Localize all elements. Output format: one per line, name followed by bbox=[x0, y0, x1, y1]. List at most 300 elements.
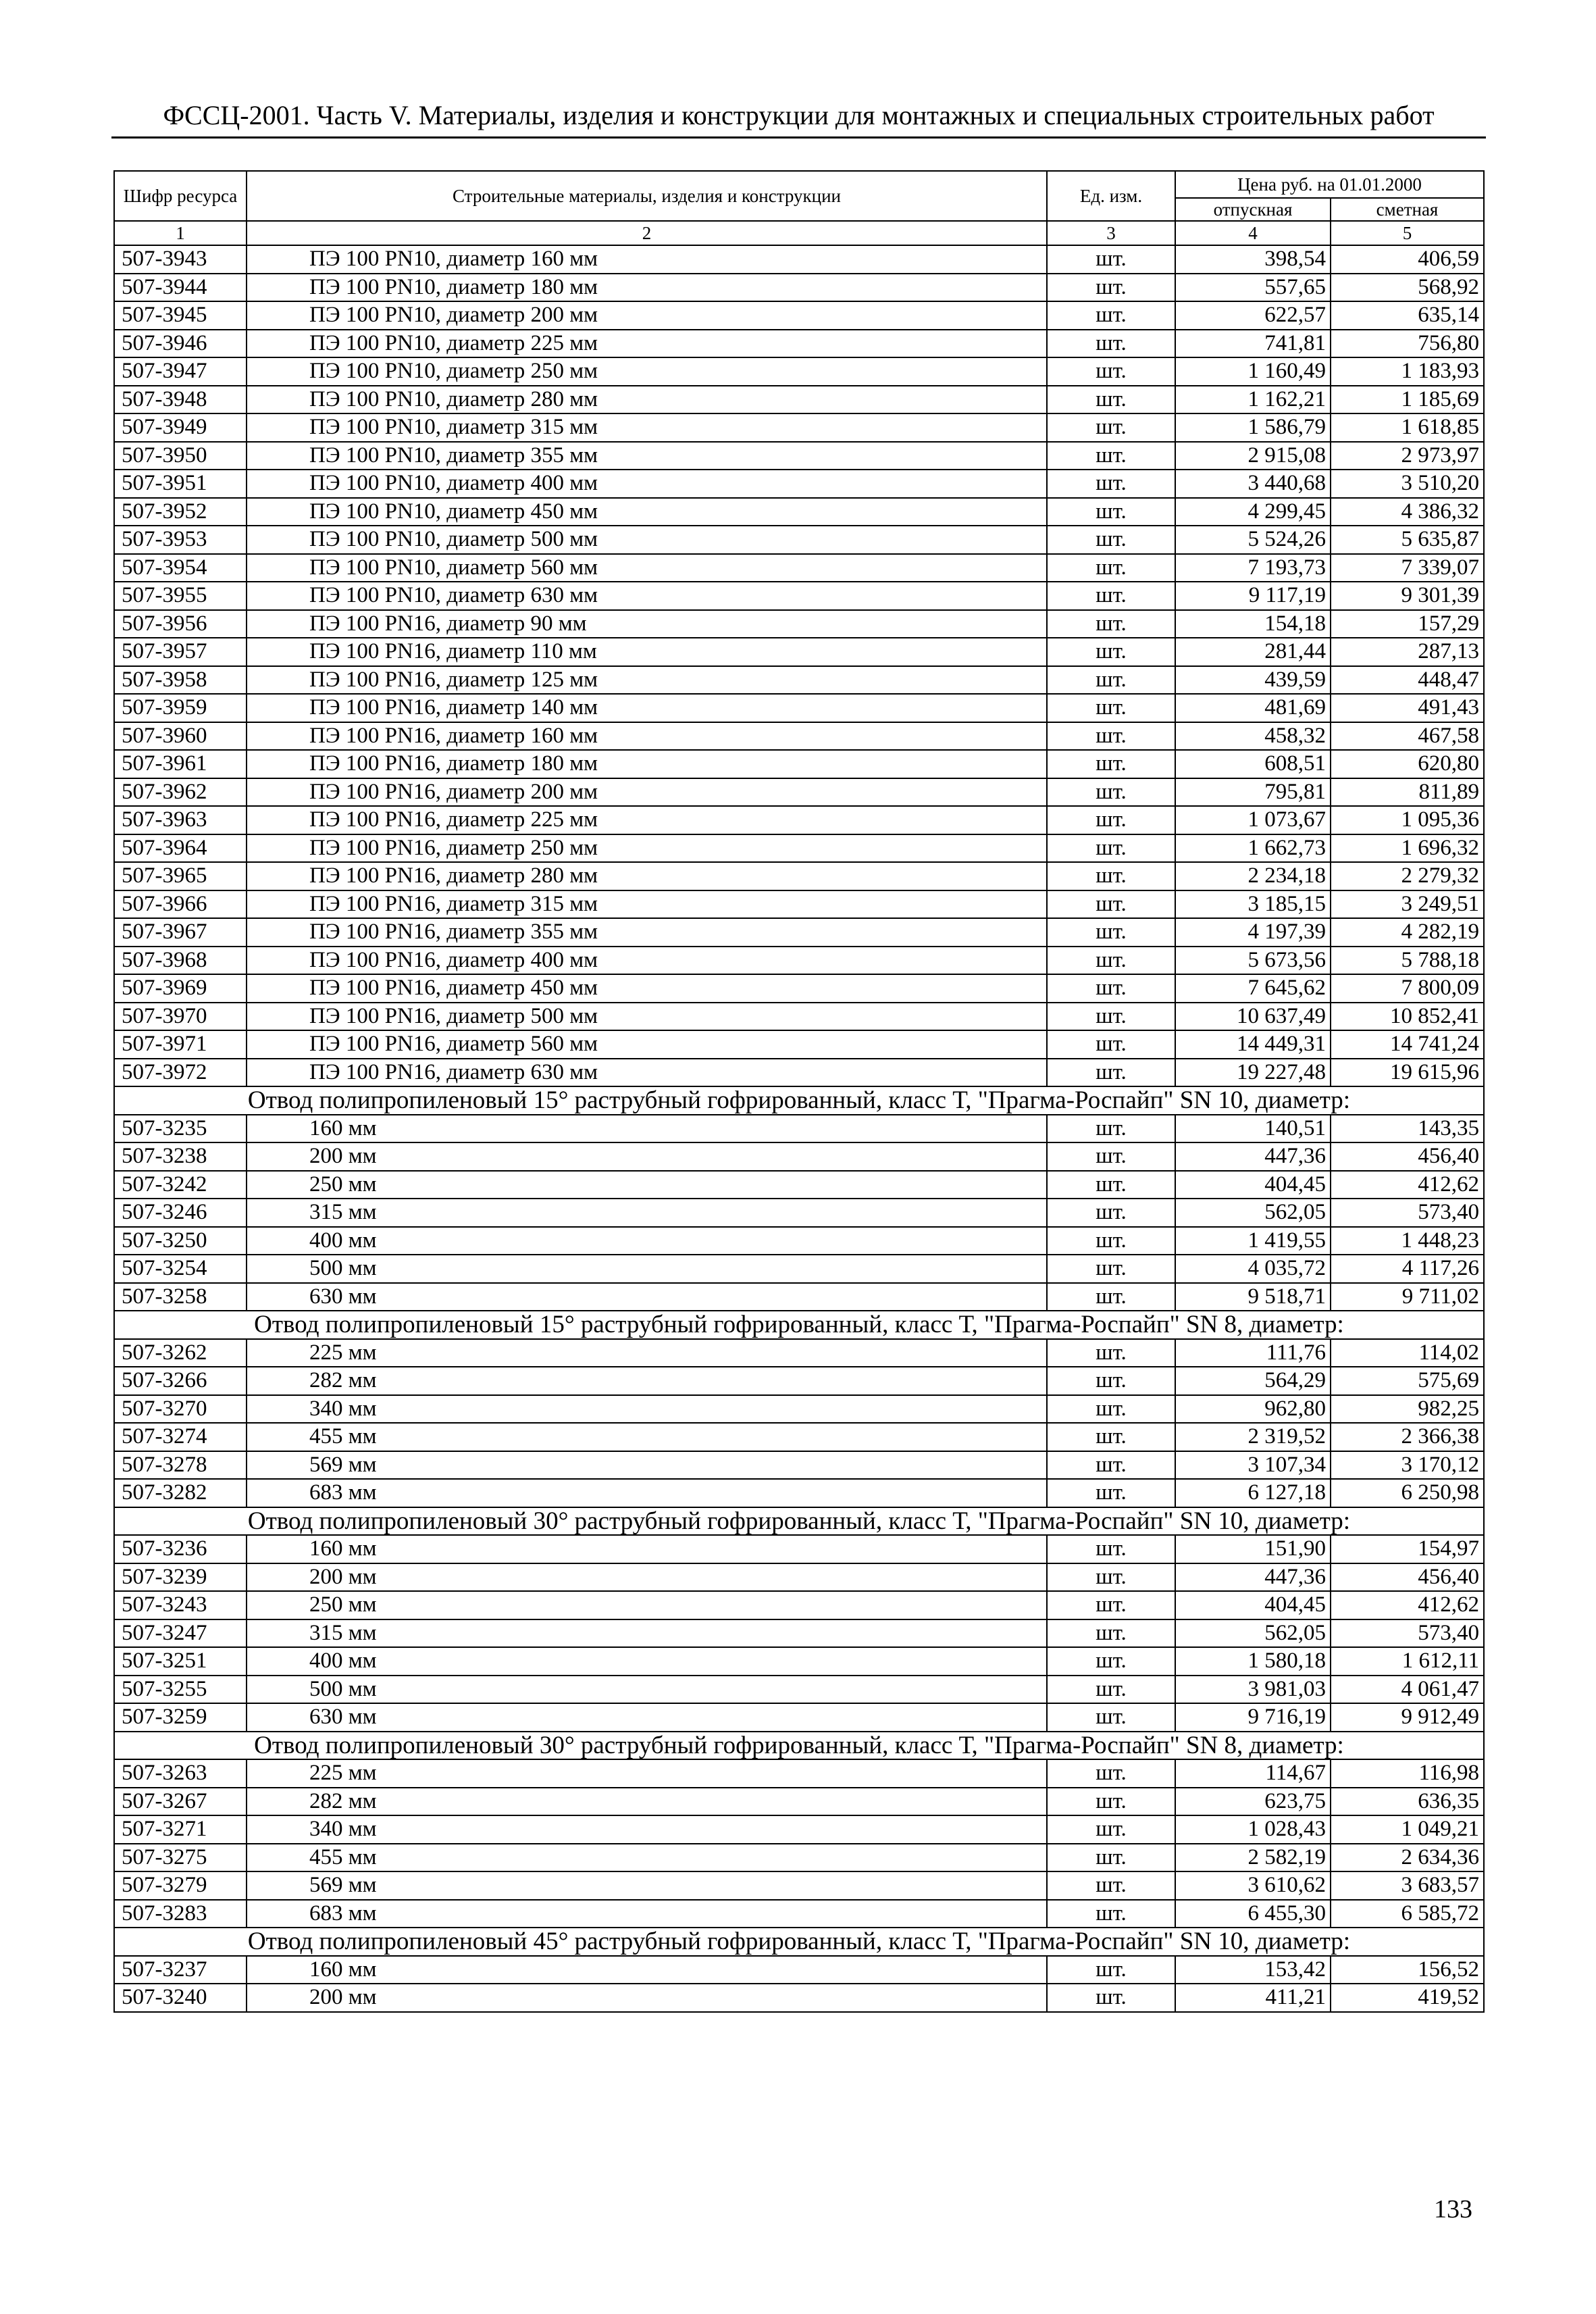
price-table-container bbox=[113, 170, 1483, 2013]
release-price-cell: 5 524,26 bbox=[1175, 526, 1331, 554]
estimate-price-cell: 573,40 bbox=[1331, 1199, 1484, 1227]
unit-cell: шт. bbox=[1047, 862, 1175, 890]
item-name-cell: ПЭ 100 PN16, диаметр 110 мм bbox=[247, 638, 1047, 666]
table-row bbox=[114, 1619, 1484, 1648]
item-name-cell: ПЭ 100 PN10, диаметр 355 мм bbox=[247, 442, 1047, 470]
resource-code-cell: 507-3259 bbox=[114, 1703, 247, 1732]
table-row bbox=[114, 806, 1484, 834]
section-header-row bbox=[114, 1928, 1484, 1956]
unit-cell: шт. bbox=[1047, 1479, 1175, 1507]
release-price-cell: 111,76 bbox=[1175, 1339, 1331, 1367]
col-name-header: Строительные материалы, изделия и конструкции bbox=[247, 171, 1047, 221]
item-name-cell: 250 мм bbox=[247, 1591, 1047, 1619]
page-number: 133 bbox=[1434, 2195, 1472, 2223]
table-row bbox=[114, 1255, 1484, 1283]
release-price-cell: 2 234,18 bbox=[1175, 862, 1331, 890]
table-row bbox=[114, 357, 1484, 386]
unit-cell: шт. bbox=[1047, 1871, 1175, 1900]
unit-cell: шт. bbox=[1047, 1115, 1175, 1143]
release-price-cell: 3 107,34 bbox=[1175, 1451, 1331, 1480]
release-price-cell: 9 518,71 bbox=[1175, 1283, 1331, 1311]
unit-cell: шт. bbox=[1047, 1283, 1175, 1311]
header-rule bbox=[111, 136, 1486, 139]
item-name-cell: 630 мм bbox=[247, 1283, 1047, 1311]
release-price-cell: 1 160,49 bbox=[1175, 357, 1331, 386]
estimate-price-cell: 3 510,20 bbox=[1331, 470, 1484, 498]
unit-cell: шт. bbox=[1047, 1227, 1175, 1255]
resource-code-cell: 507-3957 bbox=[114, 638, 247, 666]
release-price-cell: 3 440,68 bbox=[1175, 470, 1331, 498]
table-row bbox=[114, 413, 1484, 442]
release-price-cell: 962,80 bbox=[1175, 1395, 1331, 1424]
resource-code-cell: 507-3969 bbox=[114, 974, 247, 1003]
table-row bbox=[114, 1227, 1484, 1255]
table-row bbox=[114, 694, 1484, 722]
release-price-cell: 10 637,49 bbox=[1175, 1003, 1331, 1031]
item-name-cell: 683 мм bbox=[247, 1900, 1047, 1928]
unit-cell: шт. bbox=[1047, 1423, 1175, 1451]
resource-code-cell: 507-3971 bbox=[114, 1030, 247, 1059]
item-name-cell: 160 мм bbox=[247, 1115, 1047, 1143]
item-name-cell: ПЭ 100 PN10, диаметр 560 мм bbox=[247, 554, 1047, 582]
release-price-cell: 2 319,52 bbox=[1175, 1423, 1331, 1451]
resource-code-cell: 507-3960 bbox=[114, 722, 247, 751]
unit-cell: шт. bbox=[1047, 330, 1175, 358]
estimate-price-cell: 6 250,98 bbox=[1331, 1479, 1484, 1507]
release-price-cell: 447,36 bbox=[1175, 1142, 1331, 1171]
table-row bbox=[114, 442, 1484, 470]
item-name-cell: 400 мм bbox=[247, 1647, 1047, 1676]
estimate-price-cell: 116,98 bbox=[1331, 1759, 1484, 1788]
table-row bbox=[114, 1591, 1484, 1619]
unit-cell: шт. bbox=[1047, 274, 1175, 302]
unit-cell: шт. bbox=[1047, 638, 1175, 666]
table-row bbox=[114, 1059, 1484, 1087]
estimate-price-cell: 620,80 bbox=[1331, 750, 1484, 778]
release-price-cell: 1 162,21 bbox=[1175, 386, 1331, 414]
unit-cell: шт. bbox=[1047, 357, 1175, 386]
resource-code-cell: 507-3962 bbox=[114, 778, 247, 807]
table-row bbox=[114, 386, 1484, 414]
unit-cell: шт. bbox=[1047, 1984, 1175, 2012]
resource-code-cell: 507-3271 bbox=[114, 1815, 247, 1844]
estimate-price-cell: 6 585,72 bbox=[1331, 1900, 1484, 1928]
release-price-cell: 795,81 bbox=[1175, 778, 1331, 807]
item-name-cell: ПЭ 100 PN10, диаметр 280 мм bbox=[247, 386, 1047, 414]
estimate-price-cell: 9 912,49 bbox=[1331, 1703, 1484, 1732]
unit-cell: шт. bbox=[1047, 666, 1175, 695]
section-title: Отвод полипропиленовый 45° раструбный гофрированный, класс Т, "Прагма-Роспайп" SN 10, диаметр: bbox=[114, 1928, 1484, 1956]
item-name-cell: ПЭ 100 PN16, диаметр 355 мм bbox=[247, 918, 1047, 947]
item-name-cell: ПЭ 100 PN16, диаметр 140 мм bbox=[247, 694, 1047, 722]
unit-cell: шт. bbox=[1047, 974, 1175, 1003]
estimate-price-cell: 10 852,41 bbox=[1331, 1003, 1484, 1031]
table-row bbox=[114, 947, 1484, 975]
item-name-cell: ПЭ 100 PN16, диаметр 90 мм bbox=[247, 610, 1047, 638]
table-row bbox=[114, 1283, 1484, 1311]
table-row bbox=[114, 526, 1484, 554]
resource-code-cell: 507-3266 bbox=[114, 1367, 247, 1395]
table-row bbox=[114, 666, 1484, 695]
resource-code-cell: 507-3258 bbox=[114, 1283, 247, 1311]
table-body bbox=[114, 245, 1484, 2012]
unit-cell: шт. bbox=[1047, 1339, 1175, 1367]
item-name-cell: ПЭ 100 PN16, диаметр 160 мм bbox=[247, 722, 1047, 751]
table-row bbox=[114, 1984, 1484, 2012]
estimate-price-cell: 1 049,21 bbox=[1331, 1815, 1484, 1844]
estimate-price-cell: 156,52 bbox=[1331, 1956, 1484, 1984]
resource-code-cell: 507-3239 bbox=[114, 1563, 247, 1592]
item-name-cell: ПЭ 100 PN10, диаметр 160 мм bbox=[247, 245, 1047, 274]
item-name-cell: ПЭ 100 PN16, диаметр 280 мм bbox=[247, 862, 1047, 890]
resource-code-cell: 507-3944 bbox=[114, 274, 247, 302]
estimate-price-cell: 1 183,93 bbox=[1331, 357, 1484, 386]
unit-cell: шт. bbox=[1047, 890, 1175, 919]
item-name-cell: 250 мм bbox=[247, 1171, 1047, 1199]
release-price-cell: 622,57 bbox=[1175, 301, 1331, 330]
resource-code-cell: 507-3972 bbox=[114, 1059, 247, 1087]
unit-cell: шт. bbox=[1047, 245, 1175, 274]
resource-code-cell: 507-3243 bbox=[114, 1591, 247, 1619]
resource-code-cell: 507-3246 bbox=[114, 1199, 247, 1227]
estimate-price-cell: 5 635,87 bbox=[1331, 526, 1484, 554]
table-row bbox=[114, 1759, 1484, 1788]
table-row bbox=[114, 274, 1484, 302]
estimate-price-cell: 9 301,39 bbox=[1331, 582, 1484, 610]
item-name-cell: 500 мм bbox=[247, 1255, 1047, 1283]
section-header-row bbox=[114, 1732, 1484, 1760]
unit-cell: шт. bbox=[1047, 442, 1175, 470]
table-row bbox=[114, 1451, 1484, 1480]
col-index: 1 bbox=[114, 221, 247, 245]
section-header-row bbox=[114, 1311, 1484, 1339]
estimate-price-cell: 4 386,32 bbox=[1331, 498, 1484, 526]
estimate-price-cell: 1 618,85 bbox=[1331, 413, 1484, 442]
resource-code-cell: 507-3953 bbox=[114, 526, 247, 554]
release-price-cell: 481,69 bbox=[1175, 694, 1331, 722]
item-name-cell: ПЭ 100 PN10, диаметр 200 мм bbox=[247, 301, 1047, 330]
unit-cell: шт. bbox=[1047, 470, 1175, 498]
release-price-cell: 3 610,62 bbox=[1175, 1871, 1331, 1900]
resource-code-cell: 507-3247 bbox=[114, 1619, 247, 1648]
estimate-price-cell: 573,40 bbox=[1331, 1619, 1484, 1648]
unit-cell: шт. bbox=[1047, 806, 1175, 834]
estimate-price-cell: 1 612,11 bbox=[1331, 1647, 1484, 1676]
estimate-price-cell: 575,69 bbox=[1331, 1367, 1484, 1395]
resource-code-cell: 507-3968 bbox=[114, 947, 247, 975]
item-name-cell: 455 мм bbox=[247, 1423, 1047, 1451]
release-price-cell: 411,21 bbox=[1175, 1984, 1331, 2012]
unit-cell: шт. bbox=[1047, 301, 1175, 330]
release-price-cell: 154,18 bbox=[1175, 610, 1331, 638]
estimate-price-cell: 456,40 bbox=[1331, 1142, 1484, 1171]
item-name-cell: 340 мм bbox=[247, 1395, 1047, 1424]
resource-code-cell: 507-3263 bbox=[114, 1759, 247, 1788]
estimate-price-cell: 636,35 bbox=[1331, 1788, 1484, 1816]
table-row bbox=[114, 1900, 1484, 1928]
resource-code-cell: 507-3954 bbox=[114, 554, 247, 582]
unit-cell: шт. bbox=[1047, 582, 1175, 610]
estimate-price-cell: 114,02 bbox=[1331, 1339, 1484, 1367]
resource-code-cell: 507-3948 bbox=[114, 386, 247, 414]
item-name-cell: 225 мм bbox=[247, 1339, 1047, 1367]
item-name-cell: 630 мм bbox=[247, 1703, 1047, 1732]
item-name-cell: 282 мм bbox=[247, 1367, 1047, 1395]
unit-cell: шт. bbox=[1047, 1900, 1175, 1928]
table-row bbox=[114, 1788, 1484, 1816]
estimate-price-cell: 406,59 bbox=[1331, 245, 1484, 274]
section-header-row bbox=[114, 1507, 1484, 1536]
estimate-price-cell: 635,14 bbox=[1331, 301, 1484, 330]
release-price-cell: 458,32 bbox=[1175, 722, 1331, 751]
resource-code-cell: 507-3947 bbox=[114, 357, 247, 386]
resource-code-cell: 507-3961 bbox=[114, 750, 247, 778]
unit-cell: шт. bbox=[1047, 1647, 1175, 1676]
item-name-cell: ПЭ 100 PN10, диаметр 315 мм bbox=[247, 413, 1047, 442]
estimate-price-cell: 982,25 bbox=[1331, 1395, 1484, 1424]
unit-cell: шт. bbox=[1047, 1676, 1175, 1704]
unit-cell: шт. bbox=[1047, 1030, 1175, 1059]
item-name-cell: 315 мм bbox=[247, 1619, 1047, 1648]
table-row bbox=[114, 1142, 1484, 1171]
estimate-price-cell: 2 973,97 bbox=[1331, 442, 1484, 470]
table-row bbox=[114, 582, 1484, 610]
resource-code-cell: 507-3270 bbox=[114, 1395, 247, 1424]
col-price-header: Цена руб. на 01.01.2000 bbox=[1175, 171, 1484, 198]
unit-cell: шт. bbox=[1047, 1367, 1175, 1395]
release-price-cell: 1 662,73 bbox=[1175, 834, 1331, 863]
unit-cell: шт. bbox=[1047, 1059, 1175, 1087]
table-row bbox=[114, 1815, 1484, 1844]
release-price-cell: 3 185,15 bbox=[1175, 890, 1331, 919]
estimate-price-cell: 3 170,12 bbox=[1331, 1451, 1484, 1480]
item-name-cell: 340 мм bbox=[247, 1815, 1047, 1844]
table-row bbox=[114, 1479, 1484, 1507]
release-price-cell: 9 716,19 bbox=[1175, 1703, 1331, 1732]
estimate-price-cell: 3 249,51 bbox=[1331, 890, 1484, 919]
resource-code-cell: 507-3274 bbox=[114, 1423, 247, 1451]
estimate-price-cell: 1 095,36 bbox=[1331, 806, 1484, 834]
estimate-price-cell: 3 683,57 bbox=[1331, 1871, 1484, 1900]
resource-code-cell: 507-3283 bbox=[114, 1900, 247, 1928]
table-row bbox=[114, 1367, 1484, 1395]
col-code-header: Шифр ресурса bbox=[114, 171, 247, 221]
unit-cell: шт. bbox=[1047, 722, 1175, 751]
item-name-cell: ПЭ 100 PN16, диаметр 400 мм bbox=[247, 947, 1047, 975]
table-row bbox=[114, 890, 1484, 919]
unit-cell: шт. bbox=[1047, 413, 1175, 442]
unit-cell: шт. bbox=[1047, 1759, 1175, 1788]
unit-cell: шт. bbox=[1047, 526, 1175, 554]
estimate-price-cell: 4 117,26 bbox=[1331, 1255, 1484, 1283]
unit-cell: шт. bbox=[1047, 498, 1175, 526]
release-price-cell: 151,90 bbox=[1175, 1535, 1331, 1563]
table-row bbox=[114, 1423, 1484, 1451]
table-row bbox=[114, 1171, 1484, 1199]
item-name-cell: ПЭ 100 PN10, диаметр 180 мм bbox=[247, 274, 1047, 302]
unit-cell: шт. bbox=[1047, 386, 1175, 414]
resource-code-cell: 507-3275 bbox=[114, 1844, 247, 1872]
unit-cell: шт. bbox=[1047, 1619, 1175, 1648]
table-row bbox=[114, 1199, 1484, 1227]
estimate-price-cell: 756,80 bbox=[1331, 330, 1484, 358]
unit-cell: шт. bbox=[1047, 918, 1175, 947]
col-index: 2 bbox=[247, 221, 1047, 245]
resource-code-cell: 507-3959 bbox=[114, 694, 247, 722]
table-row bbox=[114, 1647, 1484, 1676]
section-header-row bbox=[114, 1086, 1484, 1115]
unit-cell: шт. bbox=[1047, 947, 1175, 975]
table-row bbox=[114, 834, 1484, 863]
item-name-cell: 160 мм bbox=[247, 1535, 1047, 1563]
item-name-cell: ПЭ 100 PN10, диаметр 400 мм bbox=[247, 470, 1047, 498]
table-row bbox=[114, 554, 1484, 582]
resource-code-cell: 507-3235 bbox=[114, 1115, 247, 1143]
unit-cell: шт. bbox=[1047, 1255, 1175, 1283]
estimate-price-cell: 9 711,02 bbox=[1331, 1283, 1484, 1311]
resource-code-cell: 507-3255 bbox=[114, 1676, 247, 1704]
item-name-cell: 400 мм bbox=[247, 1227, 1047, 1255]
unit-cell: шт. bbox=[1047, 1788, 1175, 1816]
release-price-cell: 741,81 bbox=[1175, 330, 1331, 358]
table-row bbox=[114, 1395, 1484, 1424]
unit-cell: шт. bbox=[1047, 1003, 1175, 1031]
resource-code-cell: 507-3945 bbox=[114, 301, 247, 330]
release-price-cell: 4 197,39 bbox=[1175, 918, 1331, 947]
estimate-price-cell: 811,89 bbox=[1331, 778, 1484, 807]
item-name-cell: ПЭ 100 PN16, диаметр 315 мм bbox=[247, 890, 1047, 919]
table-row bbox=[114, 1871, 1484, 1900]
release-price-cell: 439,59 bbox=[1175, 666, 1331, 695]
resource-code-cell: 507-3238 bbox=[114, 1142, 247, 1171]
item-name-cell: 455 мм bbox=[247, 1844, 1047, 1872]
resource-code-cell: 507-3240 bbox=[114, 1984, 247, 2012]
resource-code-cell: 507-3956 bbox=[114, 610, 247, 638]
unit-cell: шт. bbox=[1047, 1563, 1175, 1592]
estimate-price-cell: 2 366,38 bbox=[1331, 1423, 1484, 1451]
estimate-price-cell: 568,92 bbox=[1331, 274, 1484, 302]
estimate-price-cell: 5 788,18 bbox=[1331, 947, 1484, 975]
table-row bbox=[114, 1956, 1484, 1984]
section-title: Отвод полипропиленовый 15° раструбный гофрированный, класс Т, "Прагма-Роспайп" SN 8, диаметр: bbox=[114, 1311, 1484, 1339]
release-price-cell: 557,65 bbox=[1175, 274, 1331, 302]
estimate-price-cell: 412,62 bbox=[1331, 1591, 1484, 1619]
col-estimate-header: сметная bbox=[1331, 198, 1484, 221]
unit-cell: шт. bbox=[1047, 778, 1175, 807]
item-name-cell: ПЭ 100 PN16, диаметр 500 мм bbox=[247, 1003, 1047, 1031]
item-name-cell: 569 мм bbox=[247, 1451, 1047, 1480]
col-index: 3 bbox=[1047, 221, 1175, 245]
resource-code-cell: 507-3278 bbox=[114, 1451, 247, 1480]
estimate-price-cell: 7 800,09 bbox=[1331, 974, 1484, 1003]
table-row bbox=[114, 1535, 1484, 1563]
estimate-price-cell: 2 634,36 bbox=[1331, 1844, 1484, 1872]
release-price-cell: 153,42 bbox=[1175, 1956, 1331, 1984]
table-row bbox=[114, 1030, 1484, 1059]
estimate-price-cell: 14 741,24 bbox=[1331, 1030, 1484, 1059]
resource-code-cell: 507-3963 bbox=[114, 806, 247, 834]
resource-code-cell: 507-3262 bbox=[114, 1339, 247, 1367]
item-name-cell: ПЭ 100 PN16, диаметр 250 мм bbox=[247, 834, 1047, 863]
table-row bbox=[114, 1676, 1484, 1704]
table-row bbox=[114, 610, 1484, 638]
section-title: Отвод полипропиленовый 30° раструбный гофрированный, класс Т, "Прагма-Роспайп" SN 8, диаметр: bbox=[114, 1732, 1484, 1760]
release-price-cell: 564,29 bbox=[1175, 1367, 1331, 1395]
estimate-price-cell: 491,43 bbox=[1331, 694, 1484, 722]
release-price-cell: 281,44 bbox=[1175, 638, 1331, 666]
col-index: 5 bbox=[1331, 221, 1484, 245]
estimate-price-cell: 2 279,32 bbox=[1331, 862, 1484, 890]
table-row bbox=[114, 974, 1484, 1003]
release-price-cell: 4 299,45 bbox=[1175, 498, 1331, 526]
item-name-cell: 200 мм bbox=[247, 1563, 1047, 1592]
estimate-price-cell: 287,13 bbox=[1331, 638, 1484, 666]
col-release-header: отпускная bbox=[1175, 198, 1331, 221]
item-name-cell: ПЭ 100 PN10, диаметр 500 мм bbox=[247, 526, 1047, 554]
release-price-cell: 404,45 bbox=[1175, 1591, 1331, 1619]
resource-code-cell: 507-3949 bbox=[114, 413, 247, 442]
table-row bbox=[114, 638, 1484, 666]
estimate-price-cell: 1 185,69 bbox=[1331, 386, 1484, 414]
resource-code-cell: 507-3279 bbox=[114, 1871, 247, 1900]
resource-code-cell: 507-3267 bbox=[114, 1788, 247, 1816]
item-name-cell: 282 мм bbox=[247, 1788, 1047, 1816]
release-price-cell: 3 981,03 bbox=[1175, 1676, 1331, 1704]
unit-cell: шт. bbox=[1047, 1142, 1175, 1171]
release-price-cell: 398,54 bbox=[1175, 245, 1331, 274]
estimate-price-cell: 143,35 bbox=[1331, 1115, 1484, 1143]
estimate-price-cell: 154,97 bbox=[1331, 1535, 1484, 1563]
estimate-price-cell: 448,47 bbox=[1331, 666, 1484, 695]
release-price-cell: 623,75 bbox=[1175, 1788, 1331, 1816]
estimate-price-cell: 7 339,07 bbox=[1331, 554, 1484, 582]
item-name-cell: ПЭ 100 PN16, диаметр 125 мм bbox=[247, 666, 1047, 695]
column-index-row bbox=[114, 221, 1484, 245]
table-row bbox=[114, 245, 1484, 274]
release-price-cell: 140,51 bbox=[1175, 1115, 1331, 1143]
item-name-cell: ПЭ 100 PN10, диаметр 450 мм bbox=[247, 498, 1047, 526]
estimate-price-cell: 157,29 bbox=[1331, 610, 1484, 638]
release-price-cell: 562,05 bbox=[1175, 1199, 1331, 1227]
release-price-cell: 1 586,79 bbox=[1175, 413, 1331, 442]
item-name-cell: 683 мм bbox=[247, 1479, 1047, 1507]
release-price-cell: 114,67 bbox=[1175, 1759, 1331, 1788]
estimate-price-cell: 412,62 bbox=[1331, 1171, 1484, 1199]
unit-cell: шт. bbox=[1047, 1199, 1175, 1227]
table-row bbox=[114, 470, 1484, 498]
estimate-price-cell: 467,58 bbox=[1331, 722, 1484, 751]
page-header: ФССЦ-2001. Часть V. Материалы, изделия и конструкции для монтажных и специальных строительных работ bbox=[163, 100, 1435, 130]
release-price-cell: 404,45 bbox=[1175, 1171, 1331, 1199]
item-name-cell: 225 мм bbox=[247, 1759, 1047, 1788]
release-price-cell: 19 227,48 bbox=[1175, 1059, 1331, 1087]
resource-code-cell: 507-3946 bbox=[114, 330, 247, 358]
unit-cell: шт. bbox=[1047, 1395, 1175, 1424]
resource-code-cell: 507-3966 bbox=[114, 890, 247, 919]
table-row bbox=[114, 330, 1484, 358]
resource-code-cell: 507-3964 bbox=[114, 834, 247, 863]
item-name-cell: ПЭ 100 PN10, диаметр 225 мм bbox=[247, 330, 1047, 358]
unit-cell: шт. bbox=[1047, 1591, 1175, 1619]
table-row bbox=[114, 1339, 1484, 1367]
estimate-price-cell: 4 282,19 bbox=[1331, 918, 1484, 947]
resource-code-cell: 507-3254 bbox=[114, 1255, 247, 1283]
release-price-cell: 7 645,62 bbox=[1175, 974, 1331, 1003]
col-unit-header: Ед. изм. bbox=[1047, 171, 1175, 221]
unit-cell: шт. bbox=[1047, 1535, 1175, 1563]
unit-cell: шт. bbox=[1047, 1171, 1175, 1199]
item-name-cell: ПЭ 100 PN16, диаметр 180 мм bbox=[247, 750, 1047, 778]
